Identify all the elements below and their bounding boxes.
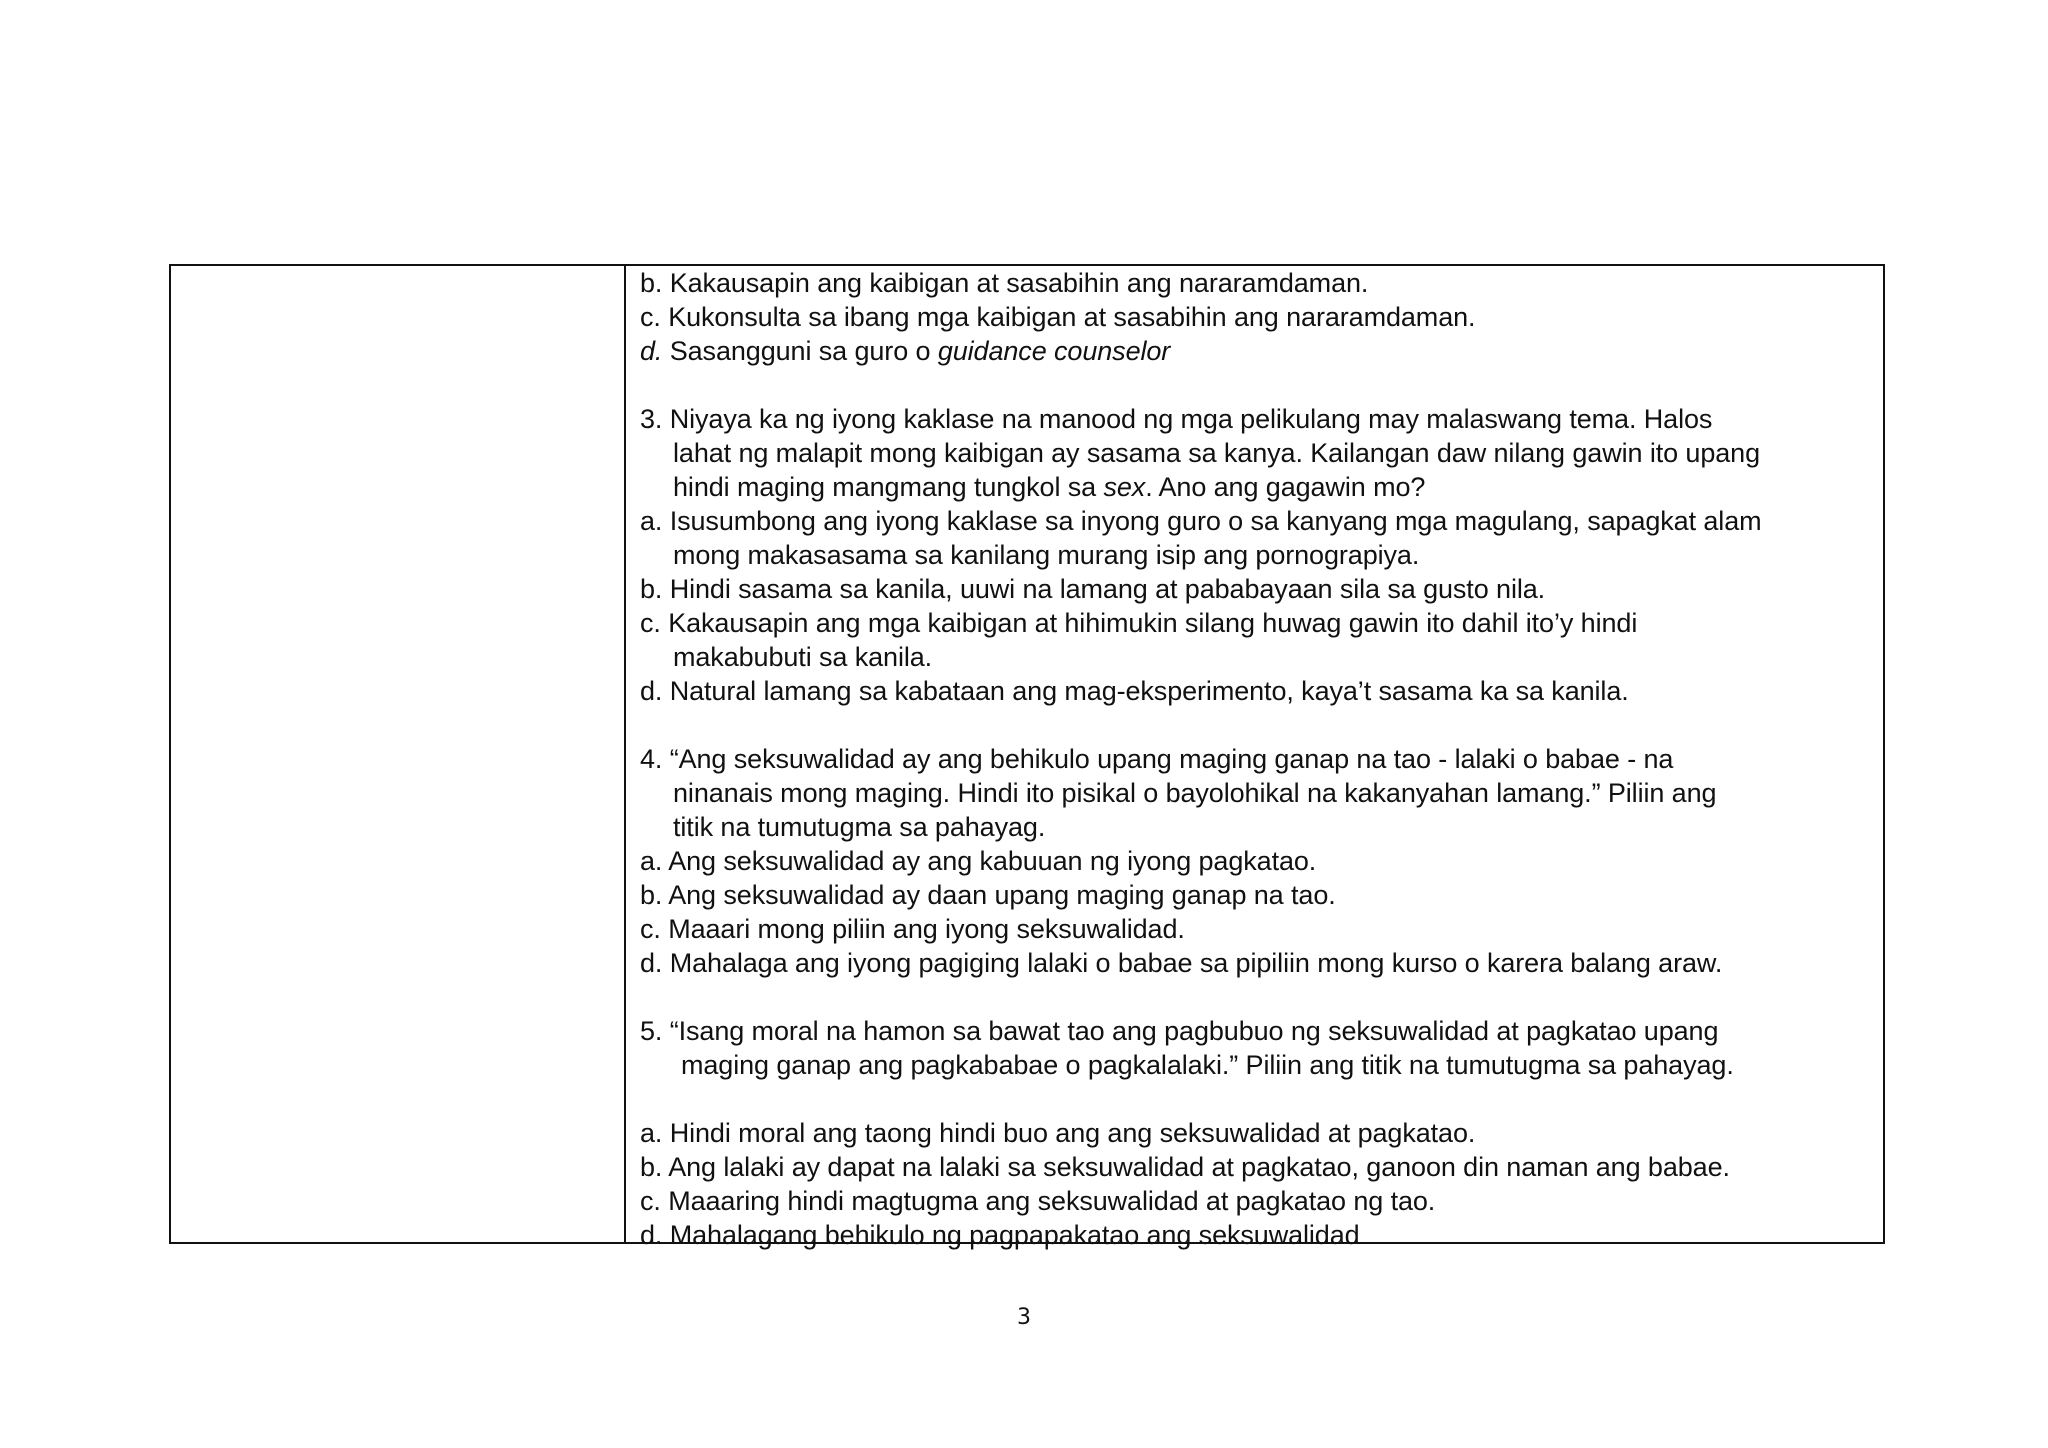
q2-option-d xyxy=(640,334,1869,368)
page-number: 3 xyxy=(1017,1305,1031,1330)
q3-stem-line-2: lahat ng malapit mong kaibigan ay sasama sa kanya. Kailangan daw nilang gawin ito upang xyxy=(673,438,1761,468)
q3-option-a-line-2: mong makasasama sa kanilang murang isip ang pornograpiya. xyxy=(673,540,1420,570)
q3-option-c-line-2: makabubuti sa kanila. xyxy=(673,642,933,672)
q5-stem-line-1: 5. “Isang moral na hamon sa bawat tao ang pagbubuo ng seksuwalidad at pagkatao upang xyxy=(640,1016,1719,1046)
q3-option-c-line-1: c. Kakausapin ang mga kaibigan at hihimukin silang huwag gawin ito dahil ito’y hindi xyxy=(640,608,1638,638)
q5-option-d: d. Mahalagang behikulo ng pagpapakatao ang seksuwalidad xyxy=(640,1220,1360,1250)
q4-stem-line-3: titik na tumutugma sa pahayag. xyxy=(673,812,1046,842)
q4-option-a: a. Ang seksuwalidad ay ang kabuuan ng iyong pagkatao. xyxy=(640,846,1317,876)
q2-option-d-letter: d. xyxy=(640,336,663,366)
q3-stem-line-3-end: . Ano ang gagawin mo? xyxy=(1145,472,1426,502)
left-column-cell xyxy=(171,266,626,1242)
q4-option-b: b. Ang seksuwalidad ay daan upang maging ganap na tao. xyxy=(640,880,1336,910)
q2-option-b: b. Kakausapin ang kaibigan at sasabihin ang nararamdaman. xyxy=(640,268,1369,298)
q4-option-d: d. Mahalaga ang iyong pagiging lalaki o babae sa pipiliin mong kurso o karera balang araw. xyxy=(640,948,1723,978)
q5-option-c: c. Maaaring hindi magtugma ang seksuwalidad at pagkatao ng tao. xyxy=(640,1186,1436,1216)
q3-option-b: b. Hindi sasama sa kanila, uuwi na lamang at pababayaan sila sa gusto nila. xyxy=(640,574,1546,604)
questions-table xyxy=(169,264,1885,1250)
spacer xyxy=(640,980,1869,1014)
q3-stem-italic-word: sex xyxy=(1103,472,1146,502)
q3-option-a-line-1: a. Isusumbong ang iyong kaklase sa inyong guro o sa kanyang mga magulang, sapagkat alam xyxy=(640,506,1762,536)
q2-option-d-italic: guidance counselor xyxy=(937,336,1171,366)
q2-option-c: c. Kukonsulta sa ibang mga kaibigan at sasabihin ang nararamdaman. xyxy=(640,302,1476,332)
q3-stem-line-3-start: hindi maging mangmang tungkol sa xyxy=(673,472,1104,502)
spacer xyxy=(640,1082,1869,1116)
q2-option-d-text: Sasangguni sa guro o xyxy=(662,336,938,366)
questions-cell xyxy=(626,266,1883,1250)
q3-stem-line-3 xyxy=(640,470,1869,504)
q4-option-c: c. Maaari mong piliin ang iyong seksuwalidad. xyxy=(640,914,1185,944)
spacer xyxy=(640,708,1869,742)
q4-stem-line-2: ninanais mong maging. Hindi ito pisikal o bayolohikal na kakanyahan lamang.” Piliin ang xyxy=(673,778,1717,808)
q5-option-a: a. Hindi moral ang taong hindi buo ang ang seksuwalidad at pagkatao. xyxy=(640,1118,1476,1148)
q5-option-b: b. Ang lalaki ay dapat na lalaki sa seksuwalidad at pagkatao, ganoon din naman ang babae. xyxy=(640,1152,1730,1182)
q4-stem-line-1: 4. “Ang seksuwalidad ay ang behikulo upang maging ganap na tao - lalaki o babae - na xyxy=(640,744,1674,774)
spacer xyxy=(640,368,1869,402)
q3-stem-line-1: 3. Niyaya ka ng iyong kaklase na manood ng mga pelikulang may malaswang tema. Halos xyxy=(640,404,1713,434)
q5-stem-line-2: maging ganap ang pagkababae o pagkalalaki.” Piliin ang titik na tumutugma sa pahayag. xyxy=(681,1050,1734,1080)
q3-option-d: d. Natural lamang sa kabataan ang mag-eksperimento, kaya’t sasama ka sa kanila. xyxy=(640,676,1629,706)
